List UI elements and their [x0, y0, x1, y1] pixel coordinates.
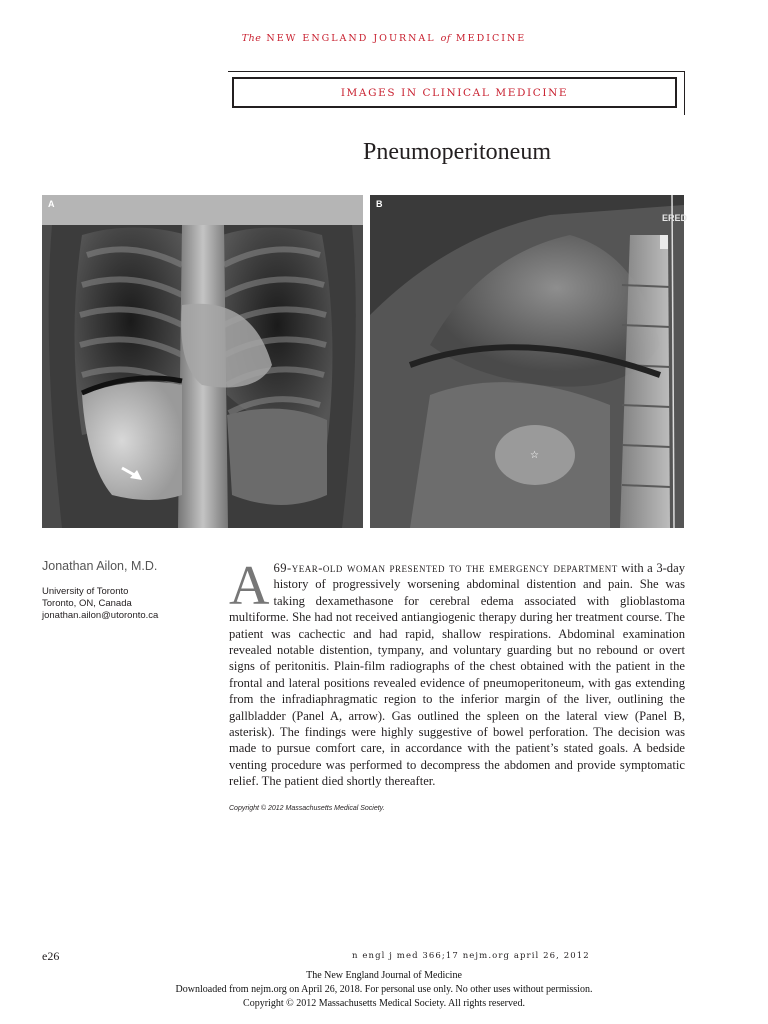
page-number: e26 [42, 949, 60, 963]
download-footer-journal: The New England Journal of Medicine [306, 970, 462, 981]
drop-cap: A [229, 555, 270, 617]
body-paragraph: with a 3-day history of progressively worsening abdominal distention and pain. She was taking dexamethasone for cerebral edema associated with glioblastoma multiforme. She had not received antiangiogenic therapy during her treatment course. The patient was cachectic and had rapid, shallow respirations. Abdominal examination revealed notable distention, tympany, and voluntary guarding but no rebound or overt signs of peritonitis. Plain-film radiographs of the chest obtained with the patient in the frontal and lateral positions revealed evidence of pneumoperitoneum, with gas extending from the infradiaphragmatic region to the inferior margin of the liver, outlining the gallbladder (Panel A, arrow). Gas outlined the spleen on the lateral view (Panel B, asterisk). The findings were highly suggestive of bowel perforation. The decision was made to pursue comfort care, in accordance with the patient’s stated goals. A bedside venting procedure was performed to decompress the abdomen and provide symptomatic relief. The patient died shortly thereafter. [229, 561, 685, 789]
author-name: Jonathan Ailon, M.D. [42, 559, 158, 573]
panel-a-label: A [48, 199, 55, 209]
panel-b-label: B [376, 199, 383, 209]
download-footer-copyright: Copyright © 2012 Massachusetts Medical Society. All rights reserved. [243, 998, 525, 1009]
journal-title-main: NEW ENGLAND JOURNAL [266, 33, 436, 44]
frontal-radiograph-image [42, 195, 363, 528]
radiograph-panel-b [370, 195, 688, 528]
journal-title-of: of [440, 33, 451, 44]
author-email[interactable]: jonathan.ailon@utoronto.ca [42, 610, 159, 621]
section-banner [232, 77, 677, 108]
section-label: IMAGES IN CLINICAL MEDICINE [340, 86, 569, 99]
journal-title-end: MEDICINE [455, 33, 527, 44]
panel-b-marker-text: ERED [662, 213, 688, 223]
radiograph-panel-a [42, 195, 363, 528]
download-footer-notice: Downloaded from nejm.org on April 26, 2018. For personal use only. No other uses without permission. [175, 984, 593, 995]
journal-header [0, 33, 768, 44]
lead-in-caps: 69-year-old woman presented to the emergency department [273, 561, 618, 575]
citation-line: n engl j med 366;17 nejm.org april 26, 2012 [352, 951, 590, 961]
article-title: Pneumoperitoneum [363, 139, 551, 165]
author-affiliation-university: University of Toronto [42, 586, 129, 597]
copyright-notice: Copyright © 2012 Massachusetts Medical Society. [229, 805, 385, 812]
lateral-radiograph-image [370, 195, 688, 528]
article-body [229, 555, 685, 790]
author-affiliation-location: Toronto, ON, Canada [42, 598, 132, 609]
journal-title-the: The [241, 33, 262, 44]
asterisk-annotation: ☆ [530, 450, 539, 461]
